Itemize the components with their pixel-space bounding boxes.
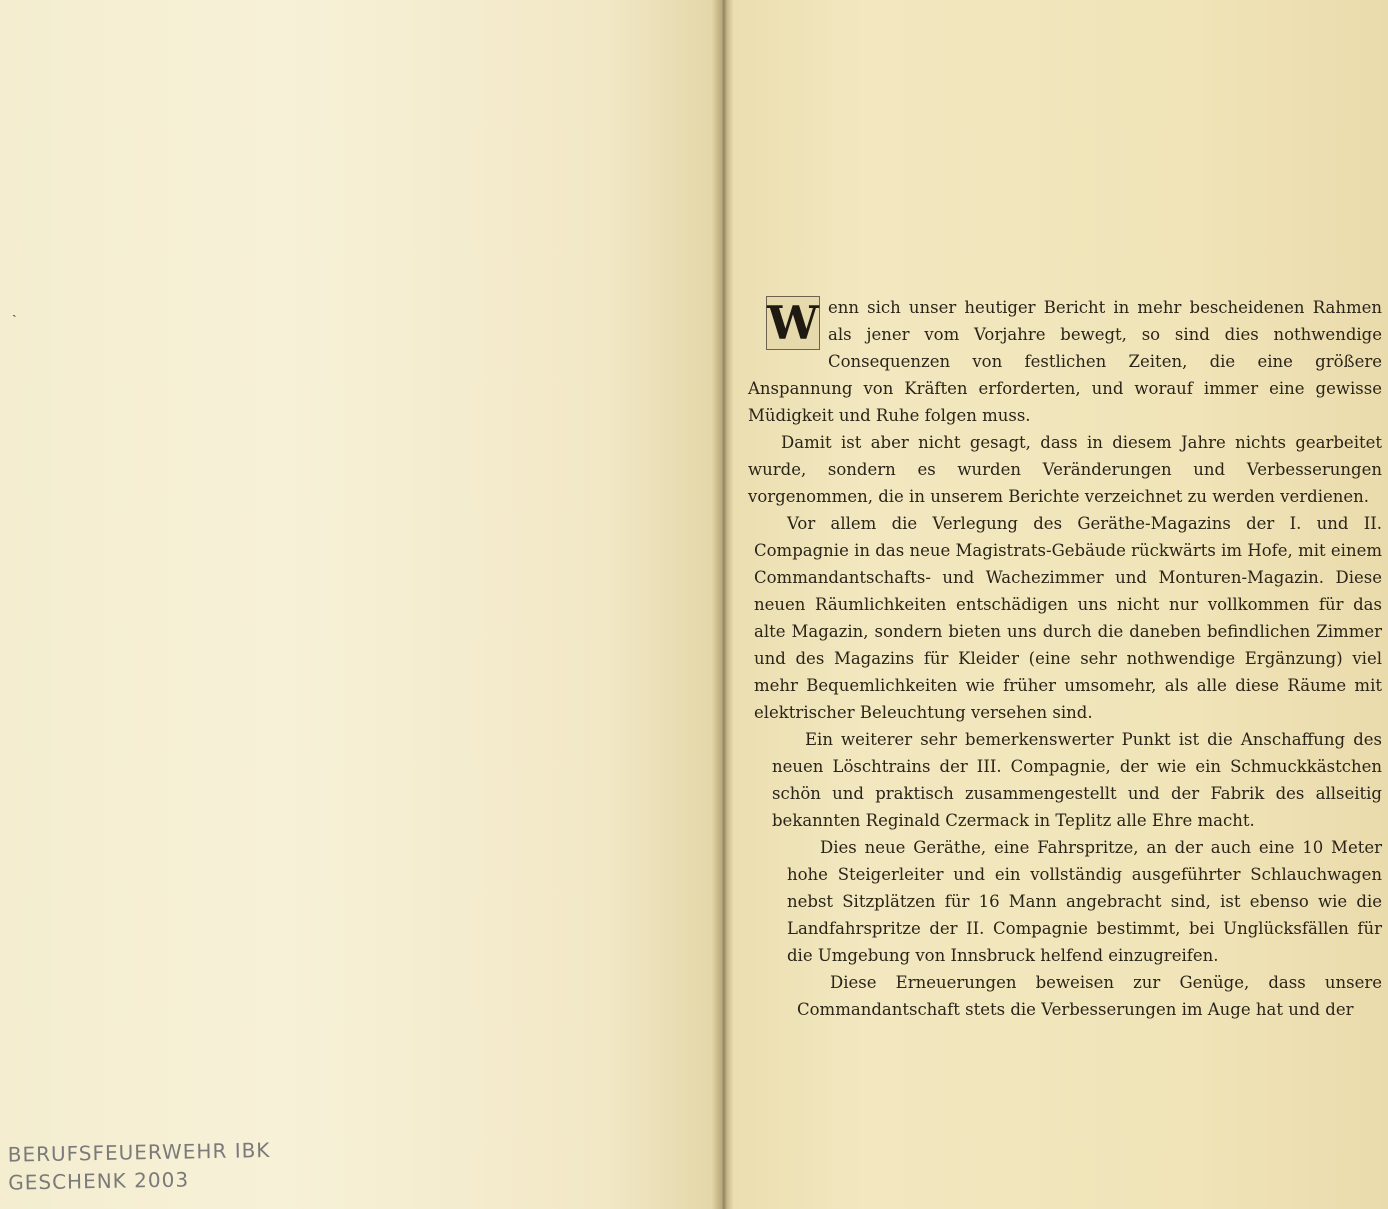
paragraph-1-text: enn sich unser heutiger Bericht in mehr bescheidenen Rahmen als jener vom Vorjahre bewegt, so sind dies nothwendige Consequenzen von festlichen Zeiten, die eine größere Anspannung von Kräften erforderten, und worauf immer eine gewisse Müdigkeit und Ruhe folgen muss.: [748, 298, 1382, 425]
stamp-line-1: BERUFSFEUERWEHR IBK: [7, 1138, 271, 1167]
paragraph-1: [742, 294, 1382, 429]
paragraph-4: Ein weiterer sehr bemerkenswerter Punkt ist die Anschaffung des neuen Löschtrains der III. Compagnie, der wie ein Schmuckkästchen schön und praktisch zusammengestellt und der Fabrik des allseitig bekannten Reginald Czermack in Teplitz alle Ehre macht.: [772, 730, 1382, 830]
book-gutter: [712, 0, 734, 1209]
library-stamp: [8, 1135, 309, 1196]
paragraph-6: Diese Erneuerungen beweisen zur Genüge, dass unsere Commandantschaft stets die Verbesserungen im Auge hat und der: [797, 973, 1382, 1019]
paragraph-2: Damit ist aber nicht gesagt, dass in diesem Jahre nichts gearbeitet wurde, sondern es wurden Veränderungen und Verbesserungen vorgenommen, die in unserem Berichte verzeichnet zu werden verdienen.: [748, 433, 1382, 506]
drop-cap: W: [767, 296, 819, 350]
paragraph-5: Dies neue Geräthe, eine Fahrspritze, an der auch eine 10 Meter hohe Steigerleiter und ein vollständig ausgeführter Schlauchwagen nebst Sitzplätzen für 16 Mann angebracht sind, ist ebenso wie die Landfahrspritze der II. Compagnie bestimmt, bei Unglücksfällen für die Umgebung von Innsbruck helfend einzugreifen.: [787, 838, 1382, 965]
stamp-line-2: GESCHENK 2003: [8, 1167, 190, 1195]
ink-mark: ˏ: [12, 302, 17, 318]
report-text: [742, 294, 1382, 1023]
paragraph-3: Vor allem die Verlegung des Geräthe-Magazins der I. und II. Compagnie in das neue Magistrats-Gebäude rückwärts im Hofe, mit einem Commandantschafts- und Wachezimmer und Monturen-Magazin. Diese neuen Räumlichkeiten entschädigen uns nicht nur vollkommen für das alte Magazin, sondern bieten uns durch die daneben befindlichen Zimmer und des Magazins für Kleider (eine sehr nothwendige Ergänzung) viel mehr Bequemlichkeiten wie früher umsomehr, als alle diese Räume mit elektrischer Beleuchtung versehen sind.: [754, 514, 1382, 722]
